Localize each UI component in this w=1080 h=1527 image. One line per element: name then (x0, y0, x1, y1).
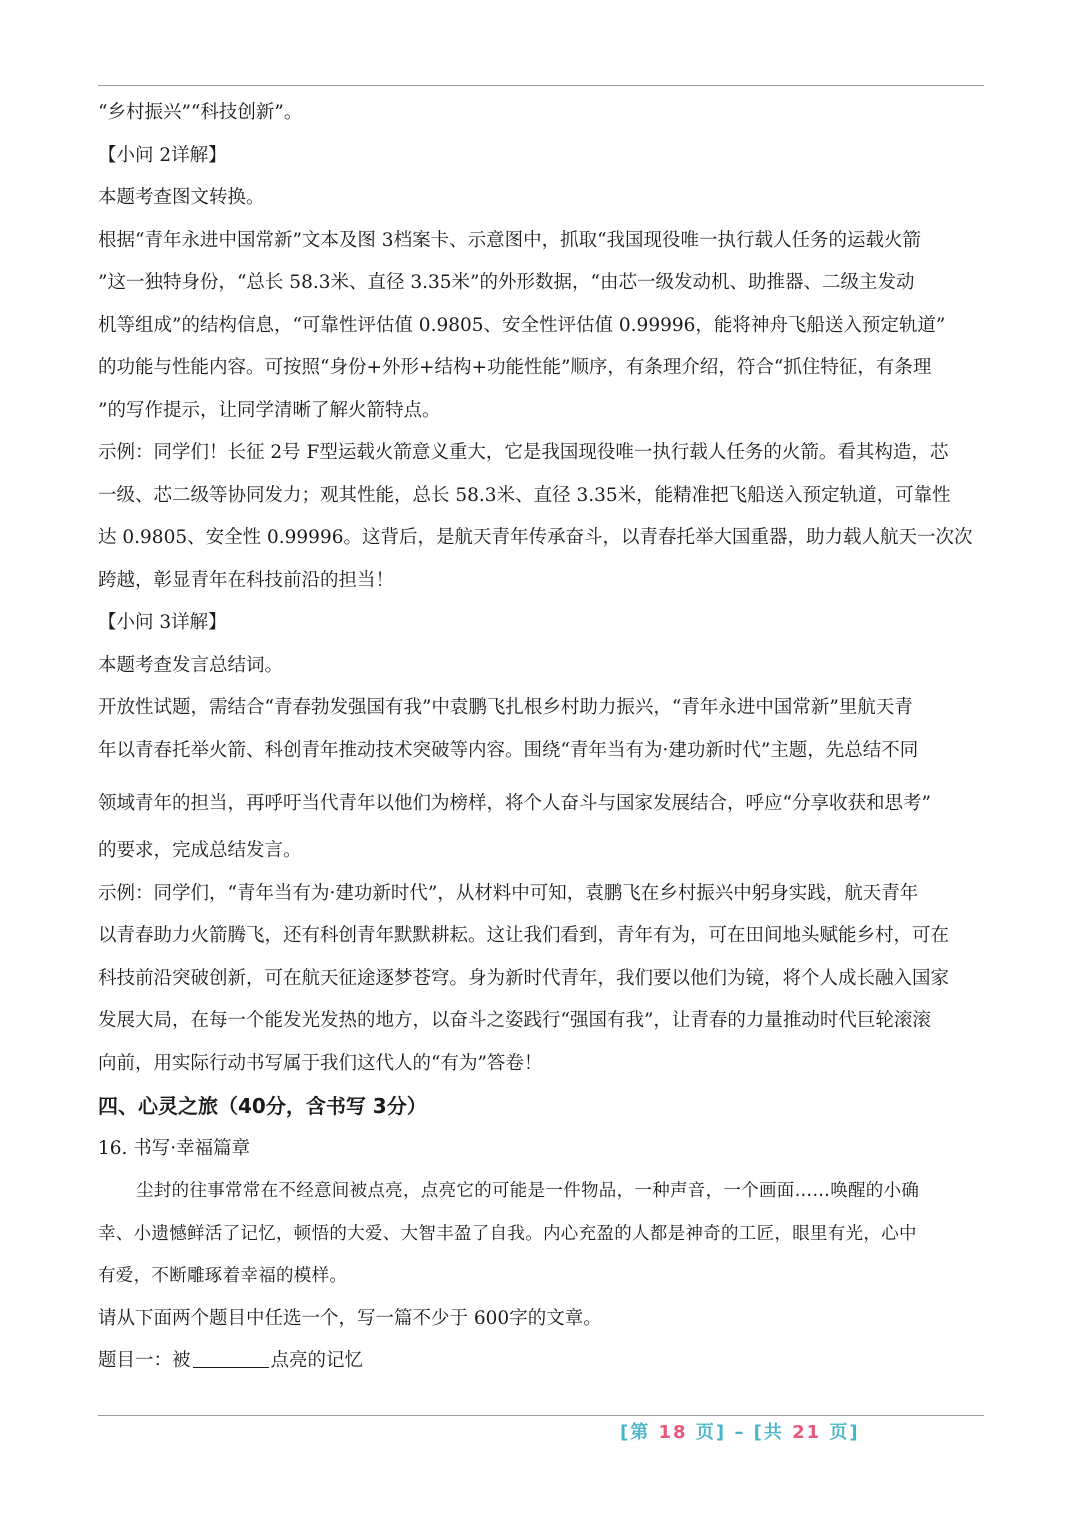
text-line: 达 0.9805、安全性 0.99996。这背后，是航天青年传承奋斗，以青春托举大国重器，助力载人航天一次次 (98, 527, 973, 548)
question-title: 16. 书写·幸福篇章 (98, 1137, 251, 1159)
text-line: 科技前沿突破创新，可在航天征途逐梦苍穹。身为新时代青年，我们要以他们为镜，将个人成长融入国家 (98, 967, 950, 989)
document-body (98, 92, 984, 1383)
page-footer (620, 1418, 860, 1444)
text-line: 机等组成”的结构信息，“可靠性评估值 0.9805、安全性评估值 0.99996，能将神舟飞船送入预定轨道” (98, 314, 946, 336)
text-line: 开放性试题，需结合“青春勃发强国有我”中袁鹏飞扎根乡村助力振兴，“青年永进中国常新”里航天青 (98, 697, 913, 718)
topic-one-prefix: 题目一：被 (98, 1350, 191, 1371)
text-line: 发展大局，在每一个能发光发热的地方，以奋斗之姿践行“强国有我”，让青春的力量推动时代巨轮滚滚 (98, 1010, 931, 1031)
section-heading: 四、心灵之旅（40分，含书写 3分） (98, 1094, 427, 1118)
text-line: 的要求，完成总结发言。 (98, 840, 302, 861)
sub-question-heading: 【小问 2详解】 (98, 144, 227, 166)
total-page-number: 21 (792, 1422, 822, 1443)
fill-in-blank (193, 1347, 269, 1368)
text-line: 根据“青年永进中国常新”文本及图 3档案卡、示意图中，抓取“我国现役唯一执行载人任务的运载火箭 (98, 229, 922, 251)
footer-text: 页] (821, 1422, 860, 1443)
topic-one-suffix: 点亮的记忆 (270, 1350, 364, 1371)
text-line: 跨越，彰显青年在科技前沿的担当！ (98, 569, 395, 591)
text-line: 示例：同学们，“青年当有为·建功新时代”，从材料中可知，袁鹏飞在乡村振兴中躬身实践，航天青年 (98, 882, 919, 904)
text-line: 本题考查图文转换。 (98, 187, 265, 208)
text-line: 的功能与性能内容。可按照“身份+外形+结构+功能性能”顺序，有条理介绍，符合“抓住特征，有条理 (98, 357, 932, 378)
prompt-text: 幸、小遗憾鲜活了记忆，顿悟的大爱、大智丰盈了自我。内心充盈的人都是神奇的工匠，眼里有光，心中 (98, 1223, 917, 1244)
text-line: 以青春助力火箭腾飞，还有科创青年默默耕耘。这让我们看到，青年有为，可在田间地头赋能乡村，可在 (98, 925, 950, 946)
text-line: 示例：同学们！长征 2号 F型运载火箭意义重大，它是我国现役唯一执行载人任务的火箭。看其构造，芯 (98, 442, 949, 463)
text-line: ”这一独特身份，“总长 58.3米、直径 3.35米”的外形数据，“由芯一级发动机、助推器、二级主发动 (98, 272, 915, 293)
header-rule (98, 85, 984, 86)
text-line: 一级、芯二级等协同发力；观其性能，总长 58.3米、直径 3.35米，能精准把飞船送入预定轨道，可靠性 (98, 484, 951, 506)
text-line: “乡村振兴”“科技创新”。 (98, 102, 303, 123)
prompt-text: 尘封的往事常常在不经意间被点亮，点亮它的可能是一件物品，一种声音，一个画面……唤醒的小确 (136, 1181, 920, 1201)
text-line: 领域青年的担当，再呼吁当代青年以他们为榜样，将个人奋斗与国家发展结合，呼应“分享收获和思考” (98, 793, 931, 814)
topic-one (98, 1340, 984, 1383)
text-line: 本题考查发言总结词。 (98, 654, 284, 676)
footer-rule (98, 1415, 984, 1416)
text-line: 向前，用实际行动书写属于我们这代人的“有为”答卷！ (98, 1052, 543, 1074)
instruction-text: 请从下面两个题目中任选一个，写一篇不少于 600字的文章。 (98, 1307, 602, 1329)
current-page-number: 18 (658, 1422, 688, 1443)
footer-text: 页] – [共 (687, 1422, 793, 1443)
sub-question-heading: 【小问 3详解】 (98, 612, 227, 633)
footer-text: [第 (620, 1422, 659, 1443)
text-line: 年以青春托举火箭、科创青年推动技术突破等内容。围绕“青年当有为·建功新时代”主题，先总结不同 (98, 739, 919, 761)
text-line: ”的写作提示，让同学清晰了解火箭特点。 (98, 399, 441, 421)
prompt-text: 有爱，不断雕琢着幸福的模样。 (98, 1266, 348, 1286)
